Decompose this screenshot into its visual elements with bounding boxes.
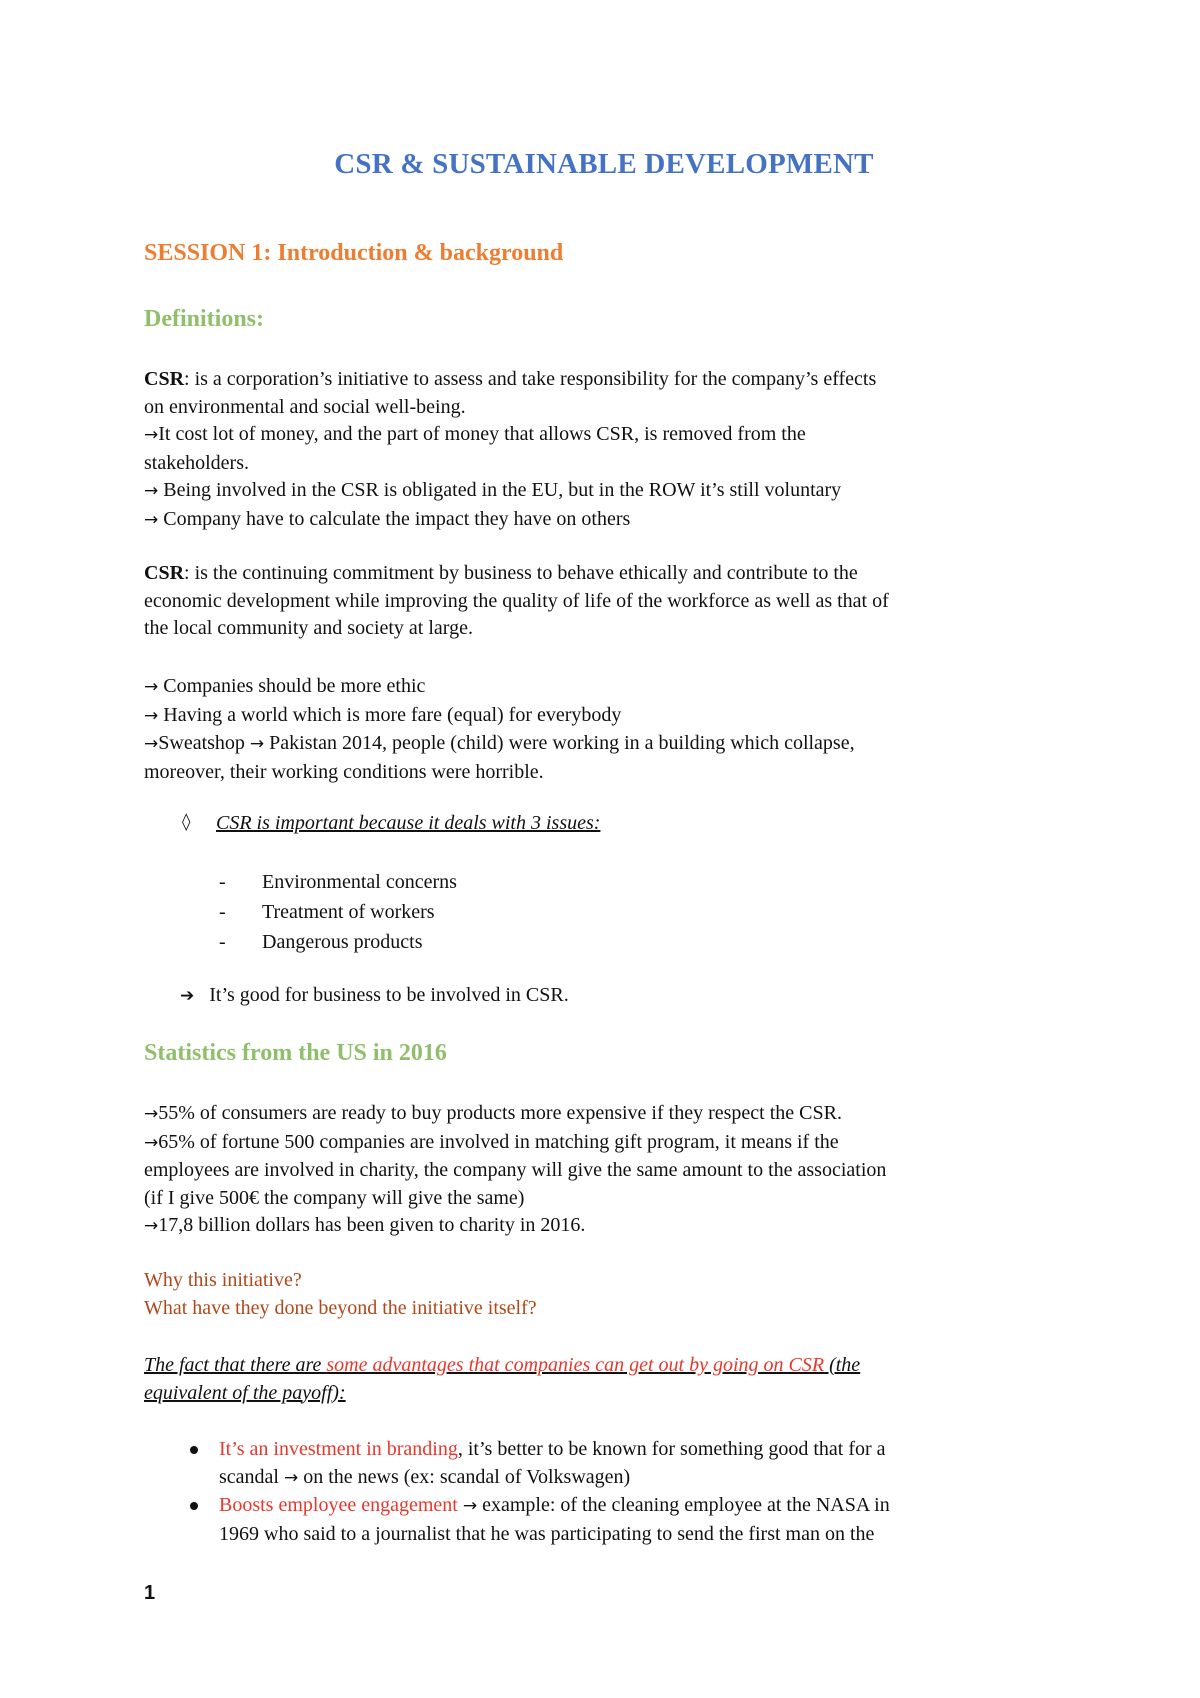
list-item: [184, 1436, 1064, 1492]
advantages-list: [184, 1436, 1064, 1548]
arrow-icon: →: [144, 705, 159, 726]
text: on the news (ex: scandal of Volkswagen): [298, 1465, 631, 1488]
definitions-heading: Definitions:: [144, 306, 264, 332]
text: , it’s better to be known for something good that for a: [457, 1438, 886, 1460]
text: It cost lot of money, and the part of money that allows CSR, is removed from the: [158, 423, 806, 445]
text: moreover, their working conditions were horrible.: [144, 760, 544, 783]
text: equivalent of the payoff):: [144, 1381, 346, 1404]
arrow-icon: →: [144, 734, 159, 754]
text: Being involved in the CSR is obligated in the EU, but in the ROW it’s still voluntary: [158, 479, 842, 501]
issue-text: Environmental concerns: [262, 871, 457, 893]
question-1: Why this initiative?: [144, 1269, 302, 1291]
highlighted-text: some advantages that companies can get out by going on CSR: [326, 1354, 825, 1376]
list-item: [219, 927, 457, 957]
session-heading: SESSION 1: Introduction & background: [144, 240, 564, 266]
advantages-intro: [144, 1352, 1064, 1407]
document-title: CSR & SUSTAINABLE DEVELOPMENT: [334, 148, 874, 180]
bullet-icon: [190, 1502, 198, 1510]
arrow-icon: →: [249, 734, 265, 754]
text: Companies should be more ethic: [158, 675, 426, 697]
text: 55% of consumers are ready to buy products more expensive if they respect the CSR.: [158, 1102, 842, 1124]
issue-text: Treatment of workers: [262, 901, 435, 923]
good-for-business-line: [180, 984, 569, 1007]
arrow-icon: →: [283, 1467, 299, 1488]
issue-text: Dangerous products: [262, 931, 423, 953]
text: Company have to calculate the impact they have on others: [158, 507, 631, 530]
text: 17,8 billion dollars has been given to charity in 2016.: [158, 1214, 586, 1236]
text: : is a corporation’s initiative to assess and take responsibility for the company’s effects: [184, 368, 877, 390]
important-text: CSR is important because it deals with 3 issues:: [216, 812, 601, 834]
highlighted-text: It’s an investment in branding: [219, 1438, 458, 1460]
arrow-icon: →: [144, 1132, 159, 1153]
arrow-icon: →: [144, 509, 159, 530]
arrow-icon: →: [144, 425, 159, 445]
issues-list: [219, 867, 457, 957]
text: scandal: [219, 1465, 284, 1488]
dash-icon: -: [219, 931, 226, 953]
arrow-icon: →: [144, 677, 159, 697]
text: employees are involved in charity, the company will give the same amount to the association: [144, 1159, 887, 1181]
stats-paragraph: [144, 1100, 1064, 1241]
text: economic development while improving the quality of life of the workforce as well as that of: [144, 589, 889, 612]
bold-arrow-icon: ➔: [180, 986, 195, 1006]
good-for-business-text: It’s good for business to be involved in CSR.: [209, 984, 569, 1006]
arrow-icon: →: [144, 1104, 159, 1124]
text: example: of the cleaning employee at the NASA in: [477, 1494, 890, 1516]
list-item: [184, 1492, 1064, 1548]
arrow-icon: →: [144, 481, 159, 501]
dash-icon: -: [219, 871, 226, 893]
csr-term: CSR: [144, 562, 185, 584]
text: 1969 who said to a journalist that he was participating to send the first man on the: [219, 1522, 875, 1545]
text: the local community and society at large.: [144, 617, 473, 639]
text: on environmental and social well-being.: [144, 395, 466, 418]
text: : is the continuing commitment by business to behave ethically and contribute to the: [184, 562, 858, 584]
text: The fact that there are: [144, 1354, 327, 1376]
highlighted-text: Boosts employee engagement: [219, 1494, 458, 1516]
page-number: 1: [144, 1582, 156, 1604]
text: 65% of fortune 500 companies are involved in matching gift program, it means if the: [158, 1130, 839, 1153]
questions: [144, 1267, 1064, 1322]
csr-definition-2: [144, 560, 1064, 643]
text: Having a world which is more fare (equal) for everybody: [158, 703, 622, 726]
stats-heading: Statistics from the US in 2016: [144, 1040, 447, 1066]
arrow-icon: →: [462, 1496, 478, 1516]
arrow-icon: →: [144, 1216, 159, 1236]
text: Pakistan 2014, people (child) were working in a building which collapse,: [264, 732, 855, 754]
csr-definition-1: [144, 366, 1064, 534]
list-item: [219, 867, 457, 897]
ethics-arrows: [144, 673, 1064, 786]
text: Sweatshop: [158, 732, 250, 754]
diamond-icon: ◊: [182, 812, 191, 832]
question-2: What have they done beyond the initiative itself?: [144, 1296, 537, 1319]
text: stakeholders.: [144, 451, 249, 474]
bullet-icon: [190, 1446, 198, 1454]
dash-icon: -: [219, 901, 226, 923]
text: (if I give 500€ the company will give the same): [144, 1186, 525, 1209]
text: (the: [824, 1354, 861, 1376]
list-item: [219, 897, 457, 927]
csr-term: CSR: [144, 368, 185, 390]
